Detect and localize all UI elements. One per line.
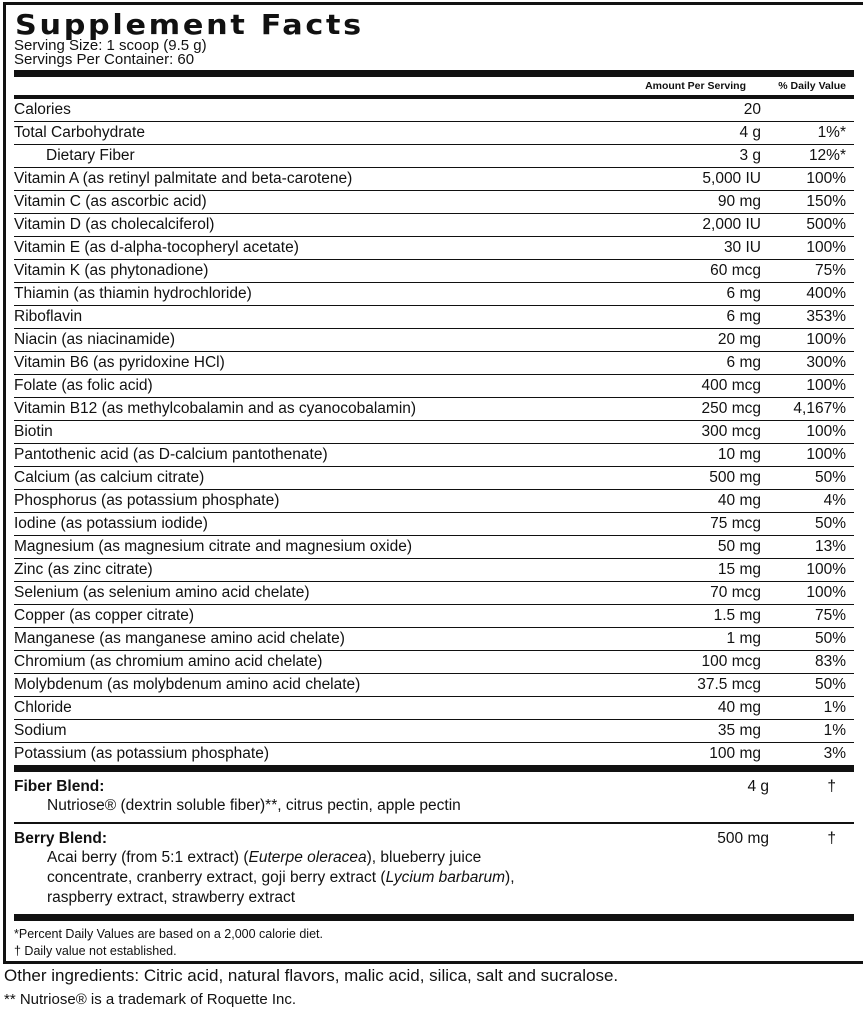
nutrient-name: Niacin (as niacinamide) xyxy=(14,331,176,348)
panel-title: Supplement Facts xyxy=(15,8,364,41)
nutrient-name: Thiamin (as thiamin hydrochloride) xyxy=(14,285,252,302)
nutrient-row xyxy=(14,605,854,628)
nutrient-name: Sodium xyxy=(14,722,67,739)
latin-name: Lycium barbarum xyxy=(385,869,506,886)
other-ingredients: Other ingredients: Citric acid, natural flavors, malic acid, silica, salt and sucralose. xyxy=(4,966,619,985)
nutrient-row xyxy=(14,375,854,398)
amount-header: Amount Per Serving xyxy=(645,80,746,92)
nutrient-dv: 3% xyxy=(823,745,846,762)
nutrient-dv: 100% xyxy=(806,170,846,187)
nutrient-name: Phosphorus (as potassium phosphate) xyxy=(14,492,280,509)
berry-blend-amount: 500 mg xyxy=(717,830,769,847)
nutrient-row xyxy=(14,467,854,490)
nutrient-amount: 4 g xyxy=(739,124,761,141)
nutrient-name: Manganese (as manganese amino acid chelate) xyxy=(14,630,345,647)
nutrient-amount: 2,000 IU xyxy=(702,216,761,233)
nutrient-name: Iodine (as potassium iodide) xyxy=(14,515,208,532)
nutrient-row xyxy=(14,536,854,559)
nutrient-name: Chloride xyxy=(14,699,72,716)
trademark-note: ** Nutriose® is a trademark of Roquette Inc. xyxy=(4,991,297,1008)
nutrient-amount: 400 mcg xyxy=(701,377,761,394)
nutrient-amount: 10 mg xyxy=(717,446,761,463)
fiber-blend xyxy=(14,772,854,822)
nutrient-dv: 100% xyxy=(806,377,846,394)
berry-blend-ingredients xyxy=(14,848,619,908)
berry-blend-title: Berry Blend: xyxy=(14,830,108,847)
nutrient-dv: 4,167% xyxy=(793,400,846,417)
nutrient-dv: 50% xyxy=(814,469,846,486)
serving-size: Serving Size: 1 scoop (9.5 g) xyxy=(14,37,207,54)
nutrient-amount: 3 g xyxy=(739,147,761,164)
nutrient-dv: 1% xyxy=(823,699,846,716)
nutrient-row xyxy=(14,99,854,122)
nutrient-row xyxy=(14,398,854,421)
divider-thick xyxy=(14,914,854,921)
text: ), blueberry juice xyxy=(366,849,482,866)
servings-per-container: Servings Per Container: 60 xyxy=(14,51,195,68)
nutrient-dv: 100% xyxy=(806,239,846,256)
nutrient-name: Total Carbohydrate xyxy=(14,124,145,141)
nutrient-name: Biotin xyxy=(14,423,53,440)
nutrient-amount: 60 mcg xyxy=(710,262,761,279)
nutrient-dv: 50% xyxy=(814,515,846,532)
divider-thick xyxy=(14,70,854,77)
footnote-percent: *Percent Daily Values are based on a 2,000 calorie diet. xyxy=(14,927,323,941)
nutrient-name: Folate (as folic acid) xyxy=(14,377,153,394)
nutrient-amount: 15 mg xyxy=(717,561,761,578)
nutrient-amount: 100 mcg xyxy=(701,653,761,670)
nutrient-dv: 150% xyxy=(806,193,846,210)
nutrient-row xyxy=(14,513,854,536)
nutrient-row xyxy=(14,329,854,352)
nutrient-name: Vitamin B6 (as pyridoxine HCl) xyxy=(14,354,225,371)
nutrient-amount: 5,000 IU xyxy=(702,170,761,187)
nutrient-row xyxy=(14,697,854,720)
nutrient-dv: 1% xyxy=(823,722,846,739)
nutrient-name: Molybdenum (as molybdenum amino acid chelate) xyxy=(14,676,361,693)
nutrient-dv: 100% xyxy=(806,423,846,440)
nutrient-amount: 37.5 mcg xyxy=(697,676,761,693)
nutrient-row xyxy=(14,283,854,306)
nutrient-row xyxy=(14,559,854,582)
nutrient-dv: 100% xyxy=(806,584,846,601)
nutrient-amount: 20 mg xyxy=(717,331,761,348)
nutrient-amount: 75 mcg xyxy=(710,515,761,532)
nutrient-name: Copper (as copper citrate) xyxy=(14,607,195,624)
nutrient-amount: 250 mcg xyxy=(701,400,761,417)
nutrient-row xyxy=(14,582,854,605)
daily-value-header: % Daily Value xyxy=(778,80,846,92)
nutrient-dv: 50% xyxy=(814,676,846,693)
nutrient-dv: 75% xyxy=(814,607,846,624)
nutrient-row xyxy=(14,191,854,214)
nutrient-name: Vitamin K (as phytonadione) xyxy=(14,262,209,279)
fiber-blend-amount: 4 g xyxy=(747,778,769,795)
nutrient-row xyxy=(14,743,854,765)
footnotes xyxy=(14,921,863,960)
nutrient-amount: 100 mg xyxy=(709,745,761,762)
nutrient-amount: 35 mg xyxy=(717,722,761,739)
nutrient-name: Chromium (as chromium amino acid chelate) xyxy=(14,653,323,670)
text: Acai berry (from 5:1 extract) ( xyxy=(47,849,249,866)
nutrient-dv: 75% xyxy=(814,262,846,279)
text: raspberry extract, strawberry extract xyxy=(47,889,296,906)
nutrient-amount: 6 mg xyxy=(726,308,761,325)
nutrient-amount: 6 mg xyxy=(726,285,761,302)
nutrient-table xyxy=(14,99,863,765)
nutrient-row xyxy=(14,674,854,697)
berry-blend xyxy=(14,824,854,914)
fiber-blend-title: Fiber Blend: xyxy=(14,778,105,795)
nutrient-dv: 500% xyxy=(806,216,846,233)
nutrient-name: Magnesium (as magnesium citrate and magnesium oxide) xyxy=(14,538,413,555)
nutrient-row xyxy=(14,260,854,283)
divider-thick xyxy=(14,765,854,772)
nutrient-amount: 40 mg xyxy=(717,492,761,509)
nutrient-dv: 50% xyxy=(814,630,846,647)
footnote-dagger: † Daily value not established. xyxy=(14,944,177,958)
text: concentrate, cranberry extract, goji berry extract ( xyxy=(47,869,386,886)
nutrient-dv: 100% xyxy=(806,561,846,578)
nutrient-row xyxy=(14,628,854,651)
nutrient-row xyxy=(14,444,854,467)
nutrient-row xyxy=(14,237,854,260)
nutrient-amount: 500 mg xyxy=(709,469,761,486)
fiber-blend-dv: † xyxy=(827,778,836,795)
nutrient-name: Vitamin D (as cholecalciferol) xyxy=(14,216,215,233)
nutrient-name: Riboflavin xyxy=(14,308,83,325)
nutrient-name: Pantothenic acid (as D-calcium pantothenate) xyxy=(14,446,328,463)
supplement-facts-panel xyxy=(3,2,863,964)
nutrient-dv: 4% xyxy=(823,492,846,509)
nutrient-row xyxy=(14,145,854,168)
nutrient-amount: 300 mcg xyxy=(701,423,761,440)
nutrient-row xyxy=(14,168,854,191)
nutrient-dv: 400% xyxy=(806,285,846,302)
nutrient-name: Vitamin B12 (as methylcobalamin and as cyanocobalamin) xyxy=(14,400,417,417)
nutrient-row xyxy=(14,306,854,329)
nutrient-dv: 353% xyxy=(806,308,846,325)
nutrient-row xyxy=(14,720,854,743)
column-header xyxy=(14,77,854,95)
nutrient-amount: 40 mg xyxy=(717,699,761,716)
nutrient-row xyxy=(14,651,854,674)
nutrient-name: Calcium (as calcium citrate) xyxy=(14,469,205,486)
nutrient-row xyxy=(14,490,854,513)
nutrient-amount: 6 mg xyxy=(726,354,761,371)
fiber-blend-ingredients: Nutriose® (dextrin soluble fiber)**, citrus pectin, apple pectin xyxy=(47,797,461,814)
nutrient-name: Dietary Fiber xyxy=(46,147,135,164)
nutrient-row xyxy=(14,214,854,237)
nutrient-name: Selenium (as selenium amino acid chelate) xyxy=(14,584,310,601)
nutrient-dv: 1%* xyxy=(817,124,846,141)
nutrient-amount: 1.5 mg xyxy=(713,607,761,624)
nutrient-dv: 100% xyxy=(806,331,846,348)
nutrient-amount: 70 mcg xyxy=(710,584,761,601)
nutrient-name: Vitamin E (as d-alpha-tocopheryl acetate) xyxy=(14,239,299,256)
nutrient-name: Calories xyxy=(14,101,71,118)
nutrient-amount: 1 mg xyxy=(726,630,761,647)
nutrient-name: Potassium (as potassium phosphate) xyxy=(14,745,270,762)
nutrient-amount: 30 IU xyxy=(723,239,761,256)
nutrient-amount: 50 mg xyxy=(717,538,761,555)
nutrient-dv: 83% xyxy=(814,653,846,670)
berry-blend-dv: † xyxy=(827,830,836,847)
nutrient-amount: 20 xyxy=(743,101,761,118)
nutrient-amount: 90 mg xyxy=(717,193,761,210)
latin-name: Euterpe oleracea xyxy=(248,849,367,866)
nutrient-name: Zinc (as zinc citrate) xyxy=(14,561,153,578)
nutrient-row xyxy=(14,352,854,375)
nutrient-dv: 300% xyxy=(806,354,846,371)
text: ), xyxy=(505,869,515,886)
nutrient-row xyxy=(14,122,854,145)
nutrient-row xyxy=(14,421,854,444)
nutrient-name: Vitamin A (as retinyl palmitate and beta-carotene) xyxy=(14,170,353,187)
nutrient-dv: 12%* xyxy=(808,147,846,164)
nutrient-dv: 13% xyxy=(814,538,846,555)
nutrient-dv: 100% xyxy=(806,446,846,463)
nutrient-name: Vitamin C (as ascorbic acid) xyxy=(14,193,207,210)
